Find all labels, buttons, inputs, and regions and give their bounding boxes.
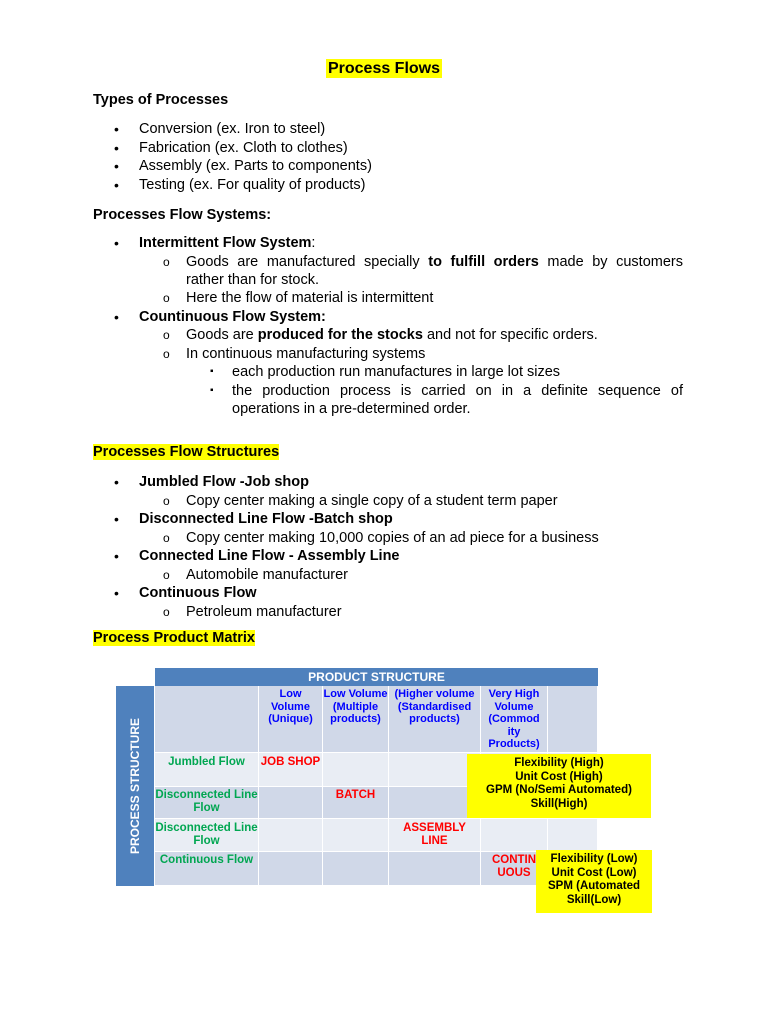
empty-cell [389,852,481,886]
empty-cell [259,787,323,819]
structure-sublist [139,529,683,547]
sub-text: Goods are [186,327,258,344]
structure-label: Continuous Flow [139,585,257,601]
types-heading: Types of Processes [93,92,229,108]
note-line: Skill(Low) [566,893,622,906]
list-item-continuous [93,308,683,419]
note-line: Unit Cost (High) [515,770,603,783]
empty-cell [259,819,323,852]
sub-bold: to fulfill orders [428,253,539,270]
continuous-bullets [186,363,683,418]
column-header: (Higher volume (Standardised products) [389,686,481,753]
list-item [93,473,683,510]
structure-sublist [139,566,683,584]
list-item [93,584,683,621]
sub-item [139,326,683,344]
continuous-label: Countinuous Flow System: [139,308,326,325]
matrix-entry: CONTIN UOUS [481,852,548,886]
sub-item: o Automobile manufacturer [139,566,683,584]
matrix-heading [93,630,255,646]
note-line: Flexibility (Low) [550,853,638,865]
row-label: Jumbled Flow [155,753,259,787]
sub-item: o Copy center making a single copy of a student term paper [139,492,683,510]
matrix-entry: ASSEMBLY LINE [389,819,481,852]
column-header: Low Volume (Multiple products) [323,686,389,753]
matrix-heading-text: Process Product Matrix [93,630,255,646]
structures-heading [93,444,279,460]
structure-label: Disconnected Line Flow -Batch shop [139,511,393,527]
process-structure-bar [116,686,154,886]
empty-cell [323,819,389,852]
list-item [93,547,683,584]
intermittent-suffix: : [311,235,316,251]
empty-cell [548,819,598,852]
sub-item: o Here the flow of material is intermittent [139,289,683,307]
structure-sublist [139,492,683,510]
sub-item [139,345,683,419]
list-item: • Conversion (ex. Iron to steel) [93,120,683,139]
corner-cell [155,686,259,753]
structures-heading-text: Processes Flow Structures [93,444,280,460]
note-high [467,754,651,818]
note-line: GPM (No/Semi Automated) [486,784,632,796]
intermittent-label: Intermittent Flow System [139,235,312,251]
row-label: Disconnected Line Flow [155,787,259,819]
empty-cell [548,686,598,753]
systems-list [93,234,683,418]
note-line: Skill(High) [530,797,588,810]
list-item: • Fabrication (ex. Cloth to clothes) [93,139,683,158]
note-line: SPM (Automated [548,880,640,892]
empty-cell [323,852,389,886]
empty-cell [259,852,323,886]
column-header: Very High Volume (Commod ity Products) [481,686,548,753]
sub-text: Goods are manufactured specially [186,253,429,270]
product-structure-header: PRODUCT STRUCTURE [155,668,598,686]
note-line: Unit Cost (Low) [551,866,637,879]
sub-text: In continuous manufacturing systems [186,345,426,362]
sub-text: and not for specific orders. [422,327,598,344]
structure-label: Jumbled Flow -Job shop [139,474,309,490]
structure-label: Connected Line Flow - Assembly Line [139,548,400,564]
empty-cell [323,753,389,787]
process-structure-label: PROCESS STRUCTURE [128,717,142,855]
list-item: • Testing (ex. For quality of products) [93,176,683,195]
note-line: Flexibility (High) [514,757,604,769]
sub-item [139,253,683,290]
matrix-entry: JOB SHOP [259,753,323,787]
continuous-sublist [139,326,683,418]
page-title-text: Process Flows [327,60,441,77]
column-header: Low Volume (Unique) [259,686,323,753]
structures-list [93,473,683,621]
types-list [93,120,683,194]
row-label: Disconnected Line Flow [155,819,259,852]
bullet-item: ▪ the production process is carried on in a definite sequence of operations in a pre-determined order. [186,382,683,419]
list-item: • Assembly (ex. Parts to components) [93,157,683,176]
row-label: Continuous Flow [155,852,259,886]
structure-sublist [139,603,683,621]
note-low [536,850,652,913]
matrix-entry: BATCH [323,787,389,819]
empty-cell [481,819,548,852]
list-item-intermittent [93,234,683,308]
intermittent-sublist [139,253,683,308]
sub-item: o Petroleum manufacturer [139,603,683,621]
sub-text: made by customers rather than for stock. [186,253,683,288]
page-title [0,60,768,78]
bullet-item: ▪ each production run manufactures in large lot sizes [186,363,683,381]
sub-item: o Copy center making 10,000 copies of an ad piece for a business [139,529,683,547]
sub-bold: produced for the stocks [257,327,423,344]
systems-heading: Processes Flow Systems: [93,207,272,223]
list-item [93,510,683,547]
